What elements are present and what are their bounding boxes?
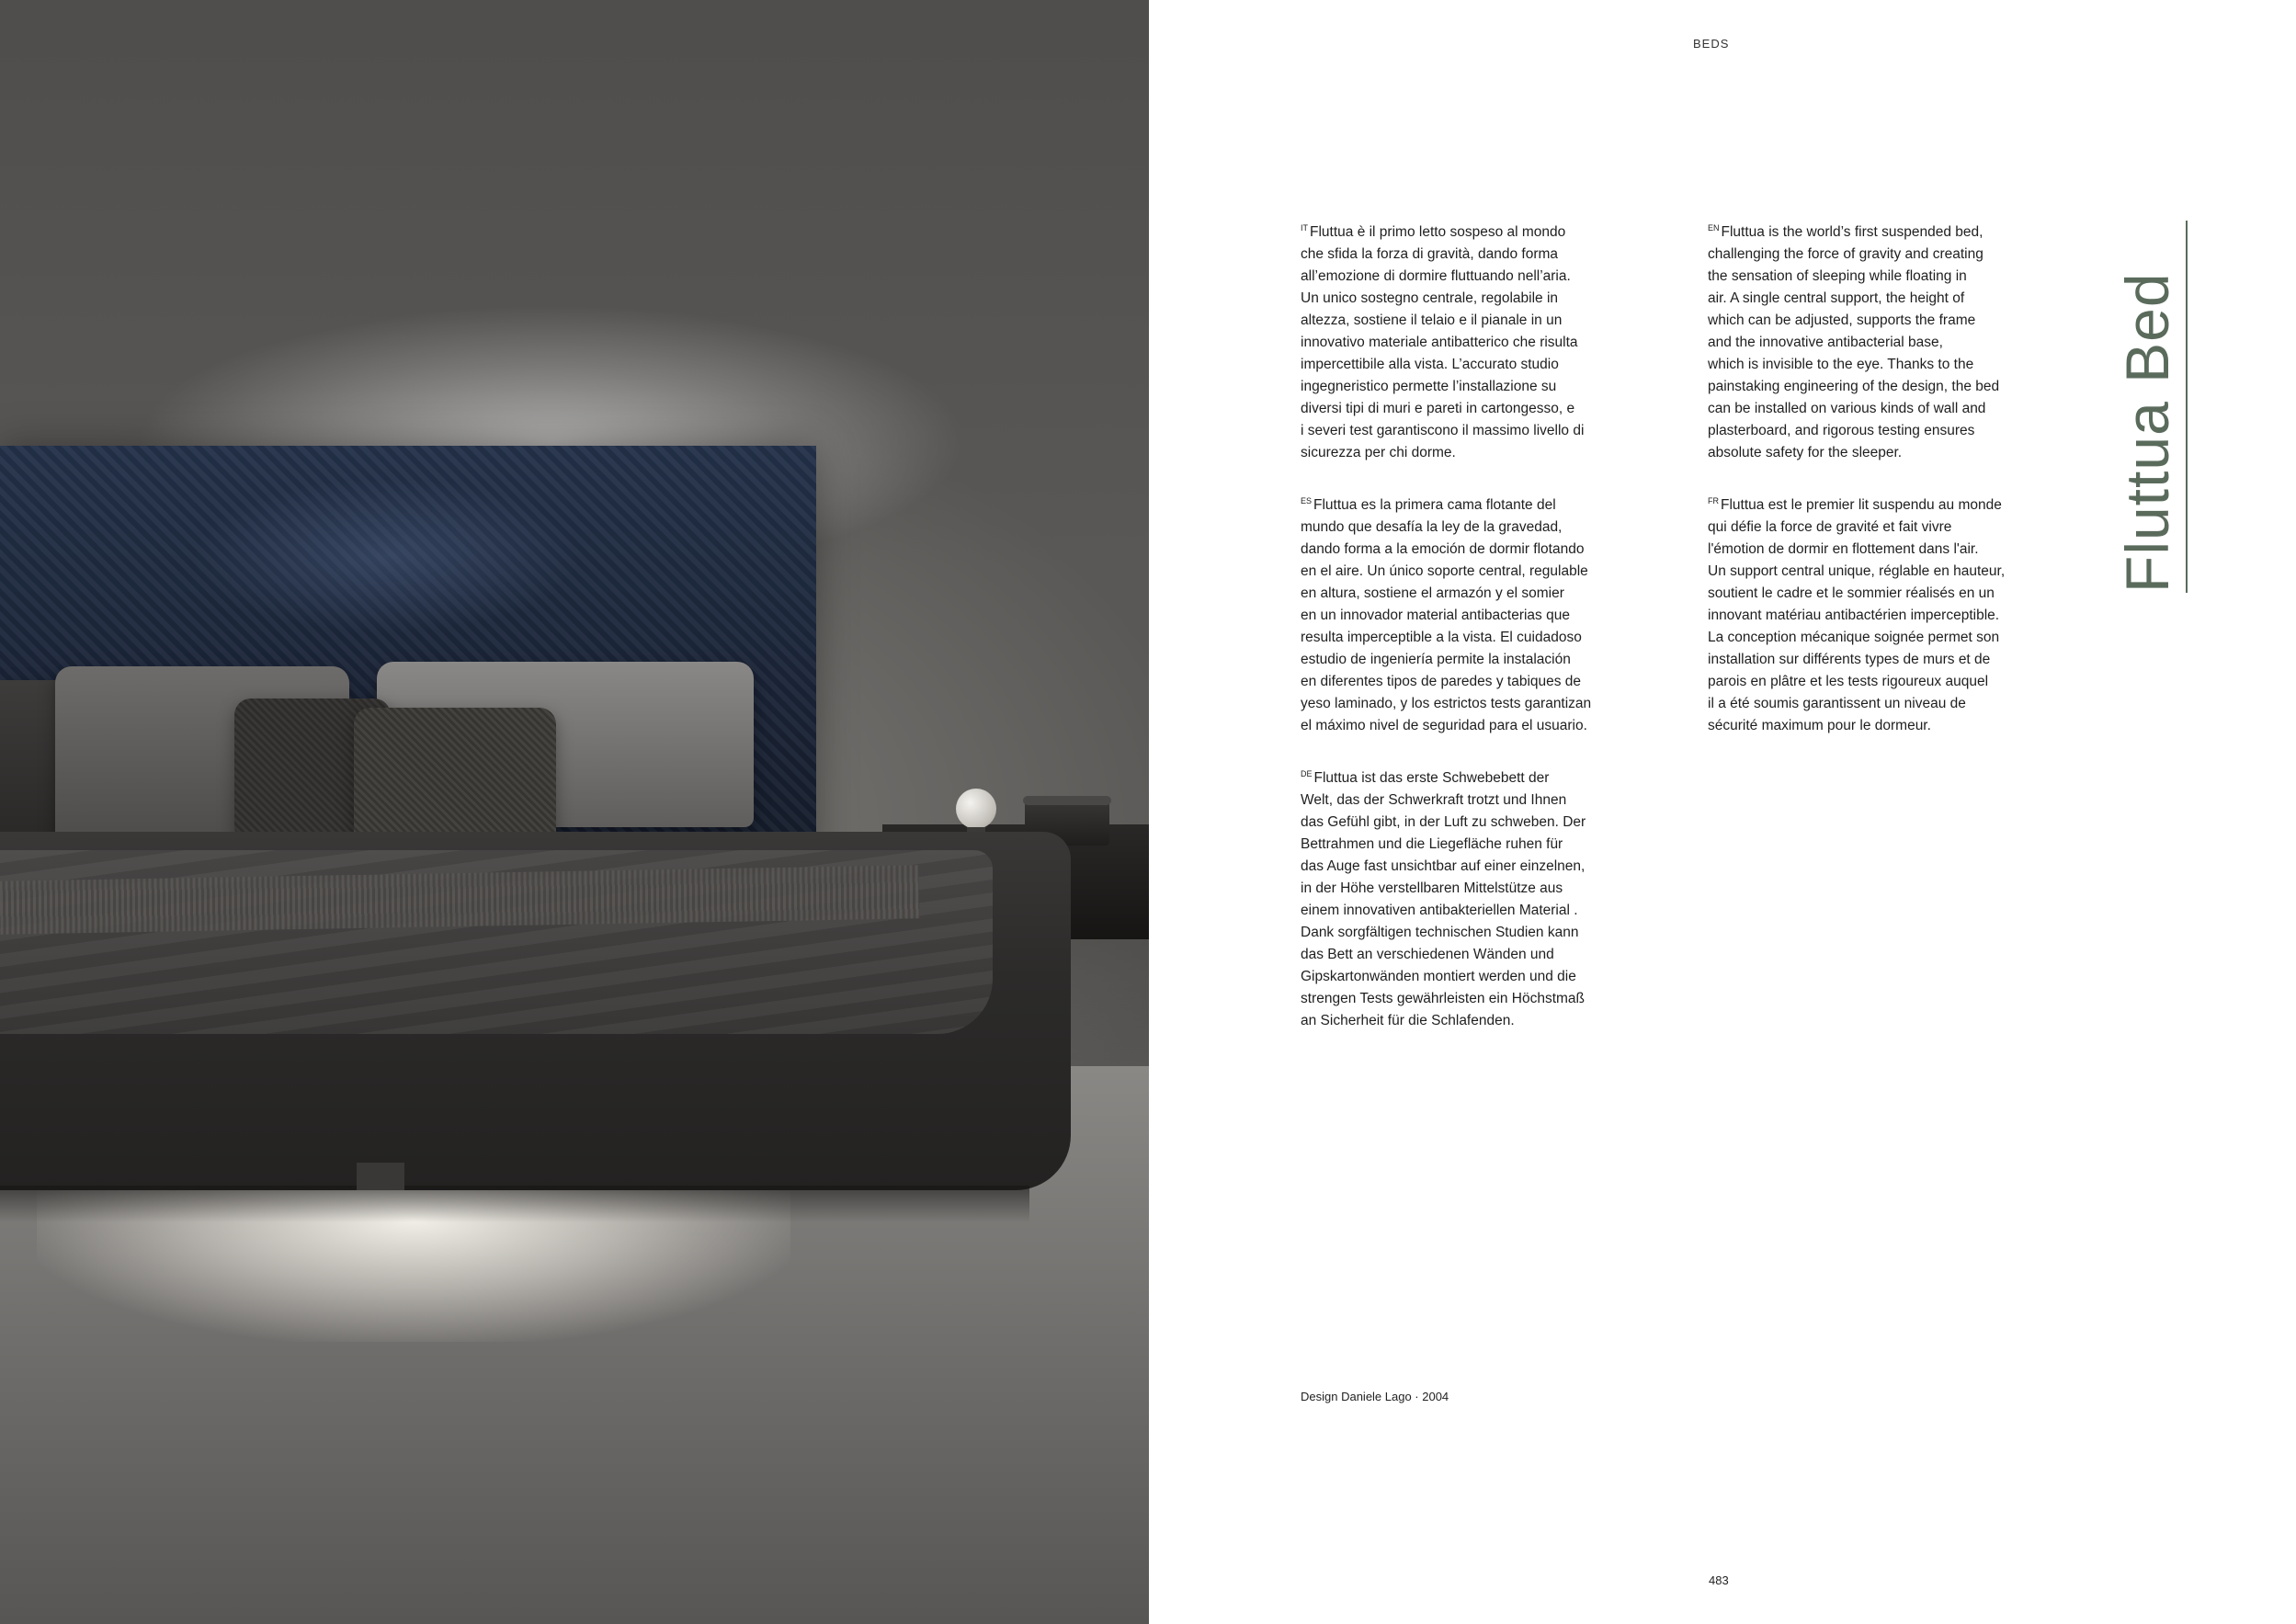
product-title-group <box>2105 221 2188 593</box>
text-block-it <box>1301 217 1650 464</box>
central-support <box>357 1163 404 1190</box>
language-code: ES <box>1301 496 1313 505</box>
language-code: EN <box>1708 223 1720 233</box>
product-title: Fluttua Bed <box>2113 272 2181 593</box>
description-text: Fluttua est le premier lit suspendu au monde qui défie la force de gravité et fait vivre l'émotion de dormir en flottement dans l'air. Un support central unique, réglable en hauteur, soutient le cadre et le sommier réalisés en un innovant matériau antibactérien imperceptible. La conception mécanique soignée permet son installation sur différents types de murs et de parois en plâtre et les tests rigoureux auquel il a été soumis garantissent un niveau de sécurité maximum pour le dormeur. <box>1708 497 2006 733</box>
decor-jar-lid <box>1023 796 1111 805</box>
text-block-es <box>1301 490 1650 737</box>
description-text: Fluttua è il primo letto sospeso al mondo che sfida la forza di gravità, dando forma all’emozione di dormire fluttuando nell’aria. Un unico sostegno centrale, regolabile in altezza, sostiene il telaio e il pianale in un innovativo materiale antibatterico che risulta impercettibile alla vista. L’accurato studio ingegneristico permette l’installazione su diversi tipi di muri e pareti in cartongesso, e i severi test garantiscono il massimo livello di sicurezza per chi dorme. <box>1301 224 1585 460</box>
description-text: Fluttua is the world’s first suspended bed, challenging the force of gravity and creating the sensation of sleeping while floating in air. A single central support, the height of which can be adjusted, supports the frame and the innovative antibacterial base, which is invisible to the eye. Thanks to the painstaking engineering of the design, the bed can be installed on various kinds of wall and plasterboard, and rigorous testing ensures absolute safety for the sleeper. <box>1708 224 2000 460</box>
page-number: 483 <box>1709 1573 1729 1587</box>
text-block-en <box>1708 217 2057 464</box>
section-label: BEDS <box>1693 37 1730 51</box>
text-block-fr <box>1708 490 2057 737</box>
language-code: DE <box>1301 769 1313 778</box>
language-code: IT <box>1301 223 1308 233</box>
table-lamp <box>956 789 996 829</box>
bed-shadow <box>0 1186 1029 1222</box>
text-block-de <box>1301 763 1650 1032</box>
design-credit: Design Daniele Lago · 2004 <box>1301 1390 1449 1403</box>
language-code: FR <box>1708 496 1719 505</box>
description-text: Fluttua es la primera cama flotante del mundo que desafía la ley de la gravedad, dando forma a la emoción de dormir flotando en el aire. Un único soporte central, regulable en altura, sostiene el armazón y el somier en un innovador material antibacterias que resulta imperceptible a la vista. El cuidadoso estudio de ingeniería permite la instalación en diferentes tipos de paredes y tabiques de yeso laminado, y los estrictos tests garantizan el máximo nivel de seguridad para el usuario. <box>1301 497 1592 733</box>
cushion <box>354 708 556 841</box>
description-text: Fluttua ist das erste Schwebebett der Welt, das der Schwerkraft trotzt und Ihnen das Gefühl gibt, in der Luft zu schweben. Der Bettrahmen und die Liegefläche ruhen für das Auge fast unsichtbar auf einer einzelnen, in der Höhe verstellbaren Mittelstütze aus einem innovativen antibakteriellen Material . Dank sorgfältigen technischen Studien kann das Bett an verschiedenen Wänden und Gipskartonwänden montiert werden und die strengen Tests gewährleisten ein Höchstmaß an Sicherheit für die Schlafenden. <box>1301 770 1586 1028</box>
title-rule <box>2186 221 2188 593</box>
